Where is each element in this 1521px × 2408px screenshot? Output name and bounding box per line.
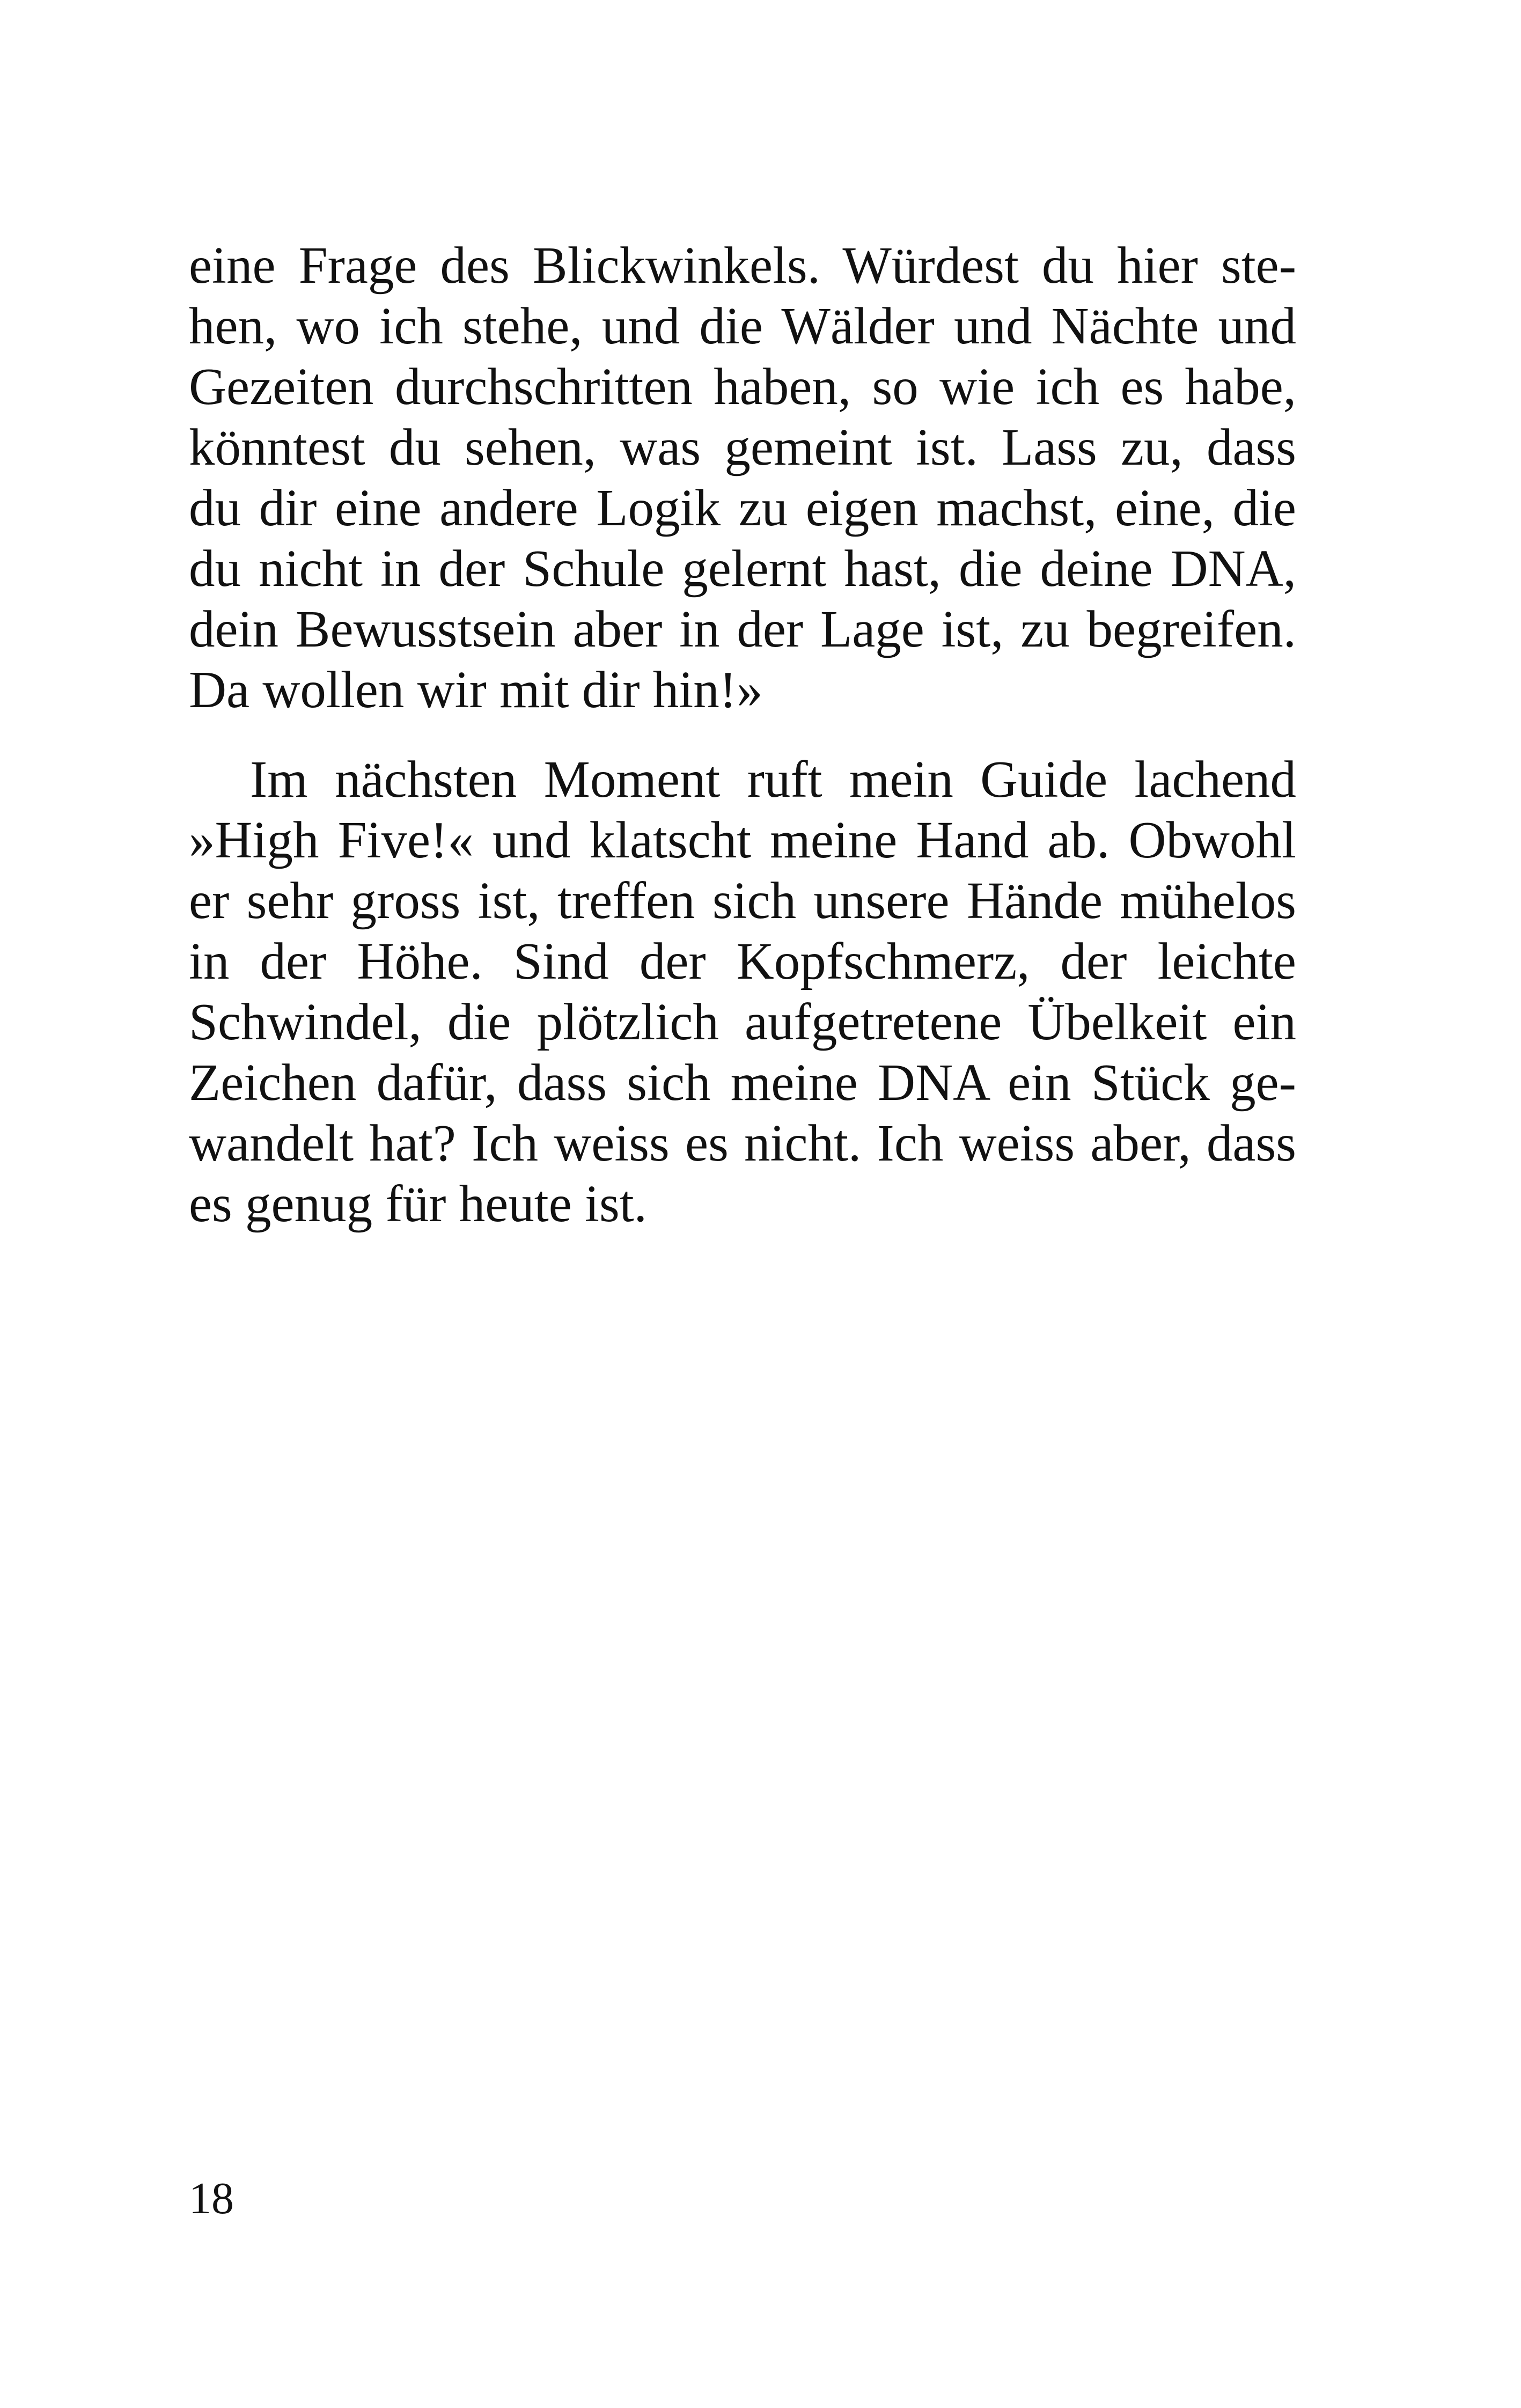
page-number: 18	[189, 2174, 234, 2223]
text-line: Zeichen dafür, dass sich meine DNA ein Stück ge-	[189, 1054, 1296, 1111]
text-line: könntest du sehen, was gemeint ist. Lass zu, dass	[189, 419, 1296, 476]
text-line: Schwindel, die plötzlich aufgetretene Übelkeit ein	[189, 993, 1296, 1051]
text-line: hen, wo ich stehe, und die Wälder und Nächte und	[189, 297, 1296, 355]
text-line: es genug für heute ist.	[189, 1175, 647, 1232]
text-line: in der Höhe. Sind der Kopfschmerz, der leichte	[189, 933, 1296, 990]
paragraph-1	[189, 235, 1296, 720]
text-line: Im nächsten Moment ruft mein Guide lachend	[250, 751, 1296, 808]
text-line: du nicht in der Schule gelernt hast, die deine DNA,	[189, 540, 1296, 597]
text-line: du dir eine andere Logik zu eigen machst, eine, die	[189, 479, 1296, 537]
paragraph-spacing	[189, 720, 1296, 749]
text-line: Da wollen wir mit dir hin!»	[189, 661, 763, 718]
text-line: Gezeiten durchschritten haben, so wie ich es habe,	[189, 358, 1296, 415]
paragraph-2	[189, 749, 1296, 1234]
text-line: eine Frage des Blickwinkels. Würdest du hier ste-	[189, 237, 1296, 294]
text-line: er sehr gross ist, treffen sich unsere Hände mühelos	[189, 872, 1296, 929]
text-line: dein Bewusstsein aber in der Lage ist, zu begreifen.	[189, 600, 1296, 658]
body-text	[189, 235, 1296, 1234]
text-line: »High Five!« und klatscht meine Hand ab. Obwohl	[189, 811, 1296, 869]
text-line: wandelt hat? Ich weiss es nicht. Ich weiss aber, dass	[189, 1114, 1296, 1172]
